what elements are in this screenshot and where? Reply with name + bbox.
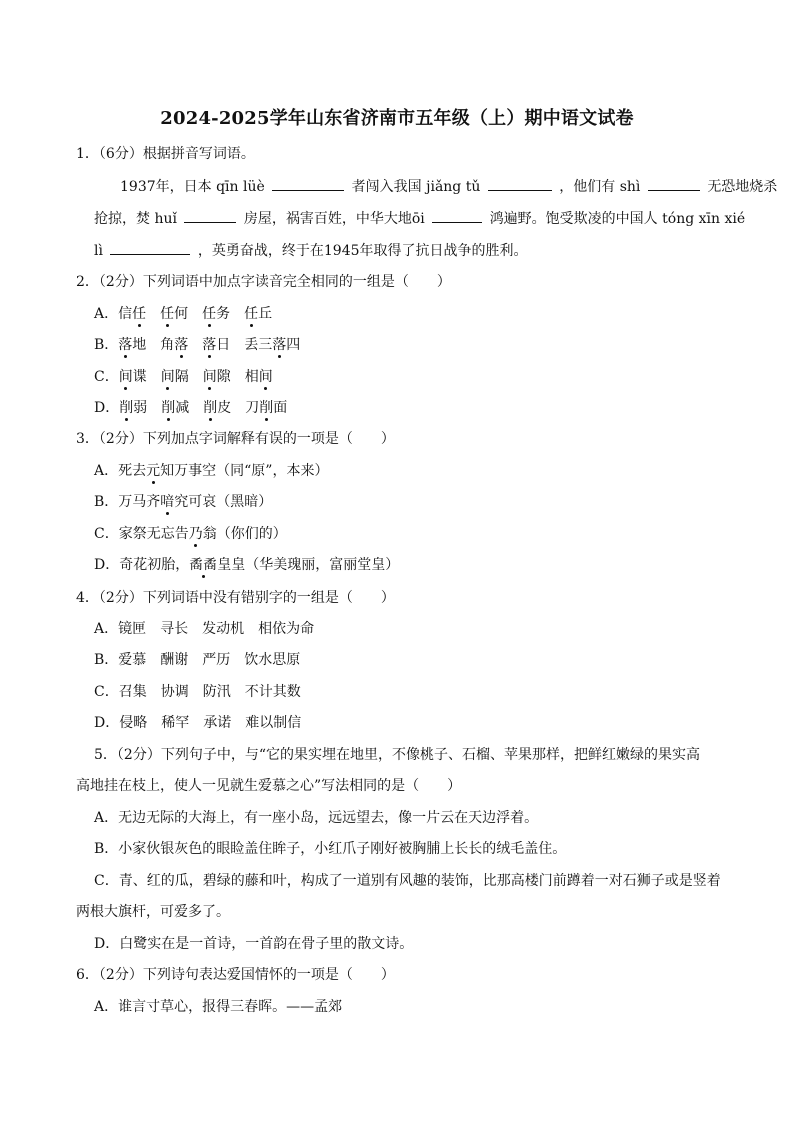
answer-blank[interactable] <box>110 240 190 255</box>
question-5-option-d[interactable]: D．白鹭实在是一首诗，一首韵在骨子里的散文诗。 <box>94 936 414 952</box>
question-2-option-b[interactable]: B．落地 角落 落日 丢三落四 <box>94 337 301 353</box>
question-5-option-b[interactable]: B．小家伙银灰色的眼睑盖住眸子，小红爪子刚好被胸脯上长长的绒毛盖住。 <box>94 841 567 857</box>
question-2-option-d[interactable]: D．削弱 削减 削皮 刀削面 <box>94 400 288 416</box>
question-5-option-a[interactable]: A．无边无际的大海上，有一座小岛，远远望去，像一片云在天边浮着。 <box>94 810 539 826</box>
question-5-option-c[interactable]: C．青、红的瓜，碧绿的藤和叶，构成了一道别有风趣的装饰，比那高楼门前蹲着一对石狮子或是竖着 <box>94 873 721 889</box>
question-2-head: 2．（2分）下列词语中加点字读音完全相同的一组是（ ） <box>76 274 451 290</box>
question-6-option-a[interactable]: A．谁言寸草心，报得三春晖。——孟郊 <box>94 999 343 1015</box>
answer-blank[interactable] <box>184 208 236 223</box>
question-5-option-c-cont: 两根大旗杆，可爱多了。 <box>76 904 230 920</box>
question-5-head: 5．（2分）下列句子中，与“它的果实埋在地里，不像桃子、石榴、苹果那样，把鲜红嫩绿的果实高 <box>94 747 700 763</box>
question-4-option-a[interactable]: A．镜匣 寻长 发动机 相依为命 <box>94 621 315 637</box>
answer-blank[interactable] <box>432 208 482 223</box>
question-2-option-a[interactable]: A．信任 任何 任务 任丘 <box>94 306 273 322</box>
question-5-head-cont: 高地挂在枝上，使人一见就生爱慕之心”写法相同的是（ ） <box>76 778 462 794</box>
page-title: 2024-2025学年山东省济南市五年级（上）期中语文试卷 <box>160 108 634 129</box>
question-4-option-c[interactable]: C．召集 协调 防汛 不计其数 <box>94 684 301 700</box>
question-1-line-2: 抢掠，焚 huǐ 房屋，祸害百姓，中华大地ōi 鸿遍野。饱受欺凌的中国人 tóng xīn xié <box>94 208 745 229</box>
question-1-line-3: lì ，英勇奋战，终于在1945年取得了抗日战争的胜利。 <box>94 240 528 261</box>
question-4-head: 4．（2分）下列词语中没有错别字的一组是（ ） <box>76 590 395 606</box>
question-3-option-b[interactable]: B．万马齐喑究可哀（黑暗） <box>94 494 273 510</box>
question-3-option-a[interactable]: A．死去元知万事空（同“原”，本来） <box>94 463 329 479</box>
question-3-option-d[interactable]: D．奇花初胎，矞矞皇皇（华美瑰丽，富丽堂皇） <box>94 557 400 573</box>
question-6-head: 6．（2分）下列诗句表达爱国情怀的一项是（ ） <box>76 967 395 983</box>
question-3-head: 3．（2分）下列加点字词解释有误的一项是（ ） <box>76 431 395 447</box>
question-1-line-1: 1937年，日本 qīn lüè 者闯入我国 jiǎng tǔ ，他们有 shì 无恐地烧杀 <box>120 176 777 197</box>
answer-blank[interactable] <box>648 176 700 191</box>
answer-blank[interactable] <box>272 176 344 191</box>
question-1-head: 1．（6分）根据拼音写词语。 <box>76 146 255 162</box>
question-3-option-c[interactable]: C．家祭无忘告乃翁（你们的） <box>94 526 287 542</box>
question-2-option-c[interactable]: C．间谍 间隔 间隙 相间 <box>94 369 273 385</box>
question-4-option-b[interactable]: B．爱慕 酬谢 严历 饮水思原 <box>94 652 301 668</box>
question-4-option-d[interactable]: D．侵略 稀罕 承诺 难以制信 <box>94 715 302 731</box>
answer-blank[interactable] <box>488 176 552 191</box>
